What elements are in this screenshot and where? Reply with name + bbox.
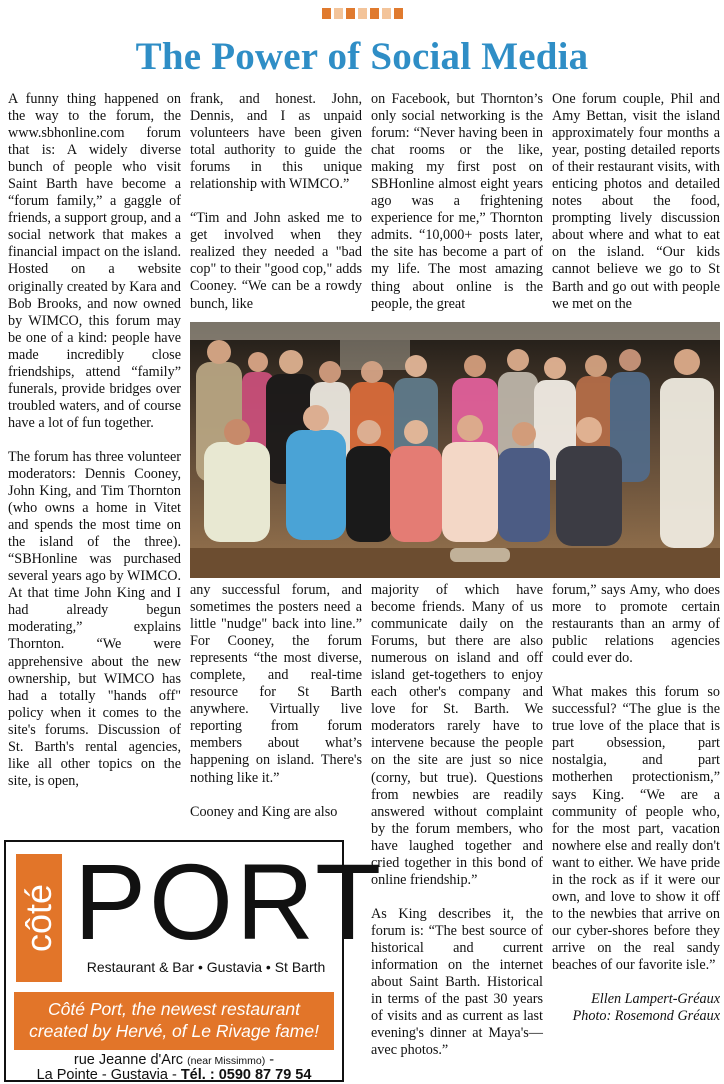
ad-badge [16,854,62,982]
paragraph: As King describes it, the forum is: “The best source of historical and current information on the internet about Saint Barth. Historical in terms of the past 30 years of visits and as current as last evening's dinner at Maya's— avec photos.” [371,905,543,1059]
group-photo [190,322,720,578]
column-4-top [552,91,720,318]
credits [552,991,720,1025]
ad-restaurant-name: PORT [74,841,385,962]
header-decoration [322,8,403,19]
ad-badge-text: côté [18,883,60,953]
group-photo-image [190,322,720,578]
paragraph: majority of which have become friends. Many of us communicate daily on the Forums, but there are also numerous on island and off island get-togethers to enjoy each other's company and love for St. Barth. We moderators rarely have to intervene because the people on the site are just so nice (corny, but true). Questions from newbies are readily answered without complaint by the forum members, who have laughed together and cried together in this bond of online friendship.” [371,582,543,888]
paragraph: any successful forum, and sometimes the posters need a little "nudge" back into line.” For Cooney, the forum represents “the most diverse, complete, and real-time resource for St Barth anywhere. Virtually live reporting from forum members about what’s happening on island. There's nothing like it.” [190,582,362,786]
ad-subtitle: Restaurant & Bar • Gustavia • St Barth [86,959,326,975]
byline: Ellen Lampert-Gréaux [591,991,720,1008]
column-1 [8,91,181,815]
ad-banner-line-2: created by Hervé, of Le Rivage fame! [29,1021,319,1041]
ad-street-note: (near Missimmo) [187,1055,266,1067]
column-3-bottom [371,582,543,1082]
paragraph: frank, and honest. John, Dennis, and I as unpaid volunteers have been given total authority to guide the forums in this unique relationship with WIMCO.” [190,91,362,193]
ad-banner [14,992,334,1050]
column-2-top [190,91,362,318]
paragraph: A funny thing happened on the way to the forum, the www.sbhonline.com forum that is: A widely diverse bunch of people who visit Saint Barth have become a “forum family,” a gaggle of friends, a support group, and a social network that makes a financial impact on the island. Hosted on a website originally created by Kara and Bob Brooks, and now owned by WIMCO, this forum may be one of a kind: people have made incredibly close friendships, attend “family” funerals, provide bridges over troubled waters, and of course have a lot of fun together. [8,91,181,431]
ad-street-tail: - [265,1052,275,1068]
paragraph: What makes this forum so successful? “The glue is the true love of the place that is part obsession, part nostalgia, and part motherhen protectionism,” says King. “We are a community of people who, for the most part, vacation nowhere else and really don't want to either. We have pride in the rock as if it were our own, and love to show it off to the newbies that arrive on our cyber-shores before they arrive on the real sandy beaches of our favorite isle.” [552,684,720,973]
photo-credit: Photo: Rosemond Gréaux [572,1008,720,1025]
ad-city: La Pointe - Gustavia - [36,1067,181,1083]
ad-city-phone [6,1068,342,1082]
paragraph: forum,” says Amy, who does more to promote certain restaurants than an army of public relations agencies could ever do. [552,582,720,667]
paragraph: on Facebook, but Thornton’s only social networking is the forum: “Never having been in chat rooms or the like, making my first post on SBHonline almost eight years ago was a frightening experience for me,” Thornton admits. “10,000+ posts later, the site has become a part of my life. The most amazing thing about online is the people, the great [371,91,543,312]
article-title: The Power of Social Media [135,35,589,78]
paragraph: “Tim and John asked me to get involved when they realized they needed a "bad cop" to their "good cop," adds Cooney. “We can be a rowdy bunch, like [190,210,362,312]
ad-banner-line-1: Côté Port, the newest restaurant [48,999,300,1019]
paragraph: One forum couple, Phil and Amy Bettan, visit the island approximately four months a year, posting detailed reports of their restaurant visits, with enticing photos and detailed notes about the food, prompting lively discussion about where and what to eat on the island. “Our kids cannot believe we go to St Barth and go out with people we met on the [552,91,720,312]
column-3-top [371,91,543,318]
ad-phone: Tél. : 0590 87 79 54 [180,1067,312,1083]
column-4-bottom [552,582,720,1082]
column-2-bottom [190,582,362,832]
paragraph: Cooney and King are also [190,803,338,820]
paragraph: The forum has three volunteer moderators: Dennis Cooney, John King, and Tim Thornton (who owns a home in Vitet and spends the most time on the island of the three). “SBHonline was purchased several years ago by WIMCO. At that time John King and I had already begun moderating,” explains Thornton. “We were apprehensive about the new ownership, but WIMCO has had a totally "hands off" policy when it comes to the site's forums. Discussion of St. Barth's rental agencies, like all other topics on the site, is open, [8,448,181,789]
ad-street [6,1052,342,1068]
ad-street-name: rue Jeanne d'Arc [73,1052,184,1068]
restaurant-advertisement [4,840,385,1083]
